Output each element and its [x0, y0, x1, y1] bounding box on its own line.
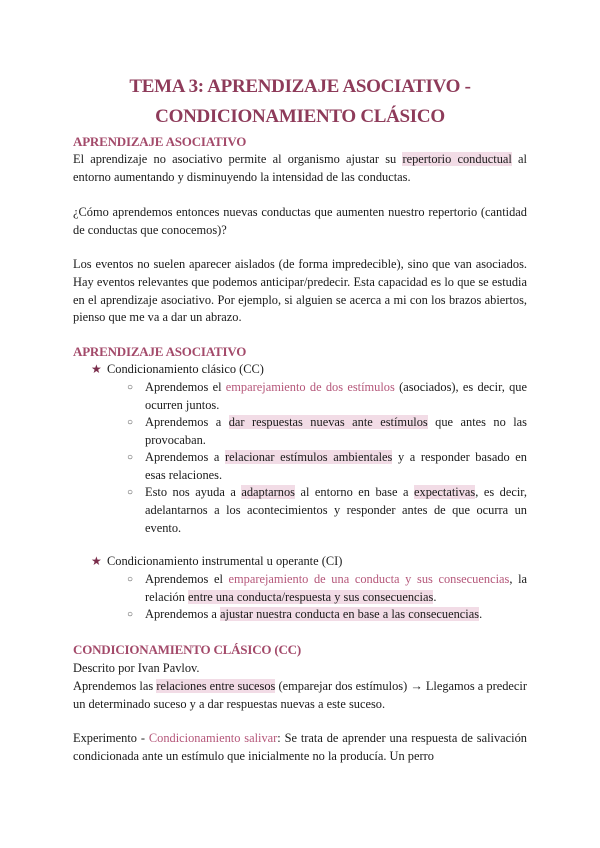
highlight-repertorio: repertorio conductual [402, 152, 512, 166]
text-run: . [479, 607, 483, 621]
text-run: . [433, 589, 437, 604]
circle-bullet-icon: ○ [127, 382, 134, 393]
list-item-cc [91, 361, 264, 379]
list-item [145, 571, 527, 607]
text-run: Aprendemos las [73, 679, 157, 693]
ci-label: Condicionamiento instrumental u operante (CI) [107, 554, 343, 568]
star-bullet-icon: ★ [91, 554, 102, 568]
star-bullet-icon: ★ [91, 362, 102, 376]
section-heading-condicionamiento-clasico: CONDICIONAMIENTO CLÁSICO (CC) [73, 642, 301, 657]
text-run: que antes no las provocaban. [145, 415, 527, 447]
text-run: (emparejar dos estímulos) → Llegamos a predecir un determinado suceso y a dar respuestas nuevas a este suceso. [73, 679, 527, 711]
section-heading-aprendizaje-asociativo: APRENDIZAJE ASOCIATIVO [73, 134, 247, 149]
text-run: Aprendemos el [145, 380, 226, 394]
section-heading-aprendizaje-asociativo-2: APRENDIZAJE ASOCIATIVO [73, 344, 247, 359]
page-title-line-1: TEMA 3: APRENDIZAJE ASOCIATIVO - [129, 76, 471, 97]
highlight-text: relaciones entre sucesos [156, 679, 276, 693]
list-item [145, 414, 527, 450]
highlight-text: dar respuestas nuevas ante estímulos [228, 415, 428, 429]
text-run: y a responder basado en esas relaciones. [145, 450, 527, 482]
highlight-text: ajustar nuestra conducta en base a las consecuencias [220, 607, 480, 621]
emphasis-text: emparejamiento de una conducta y sus consecuencias [228, 572, 510, 586]
highlight-text: adaptarnos [241, 485, 295, 499]
list-item [145, 449, 527, 485]
text-run: al entorno aumentando y disminuyendo la intensidad de las conductas. [73, 152, 528, 184]
list-item [145, 484, 527, 537]
circle-bullet-icon: ○ [127, 574, 134, 585]
text-run: Experimento - [73, 731, 149, 745]
text-run: : Se trata de aprender una respuesta de salivación condicionada ante un estímulo que inicialmente no la producía. Un perro [73, 731, 527, 763]
paragraph-question: ¿Cómo aprendemos entonces nuevas conductas que aumenten nuestro repertorio (cantidad de conductas que conocemos)? [73, 205, 527, 237]
list-item [145, 606, 527, 624]
emphasis-text: emparejamiento de dos estímulos [225, 380, 395, 394]
circle-bullet-icon: ○ [127, 609, 134, 620]
paragraph-no-asociativo [73, 151, 527, 187]
text-run: Aprendemos a [145, 415, 229, 429]
emphasis-text: Condicionamiento salivar [148, 731, 278, 745]
paragraph-pavlov: Descrito por Ivan Pavlov. [73, 661, 200, 675]
text-run: , la relación [145, 572, 528, 604]
text-run: Aprendemos el [145, 572, 229, 586]
paragraph-experimento [73, 730, 527, 766]
circle-bullet-icon: ○ [127, 417, 134, 428]
text-run: Aprendemos a [145, 450, 225, 464]
paragraph-eventos: Los eventos no suelen aparecer aislados (de forma impredecible), sino que van asociados. Hay eventos relevantes que podemos anticipar/predecir. Esta capacidad es lo que se estudia en el aprendizaje asociativo. Por ejemplo, si alguien se acerca a mi con los brazos abiertos, pienso que me va a dar un abrazo. [73, 257, 527, 325]
text-run: El aprendizaje no asociativo permite al organismo ajustar su [73, 152, 403, 166]
list-item-ci [91, 553, 342, 571]
paragraph-relaciones [73, 678, 527, 714]
text-run: Aprendemos a [145, 607, 221, 621]
cc-label: Condicionamiento clásico (CC) [107, 362, 264, 376]
highlight-text: expectativas [414, 485, 476, 499]
text-run: (asociados), es decir, que ocurren juntos. [145, 380, 527, 412]
highlight-text: entre una conducta/respuesta y sus consecuencias [188, 589, 434, 604]
page-title-line-2: CONDICIONAMIENTO CLÁSICO [155, 106, 445, 127]
circle-bullet-icon: ○ [127, 487, 134, 498]
list-item [145, 379, 527, 415]
text-run: Esto nos ayuda a [145, 485, 242, 499]
highlight-text: relacionar estímulos ambientales [225, 450, 393, 464]
circle-bullet-icon: ○ [127, 452, 134, 463]
text-run: al entorno en base a [295, 485, 414, 499]
text-run: , es decir, adelantarnos a los acontecimientos y responder antes de que ocurra un evento. [145, 485, 528, 535]
